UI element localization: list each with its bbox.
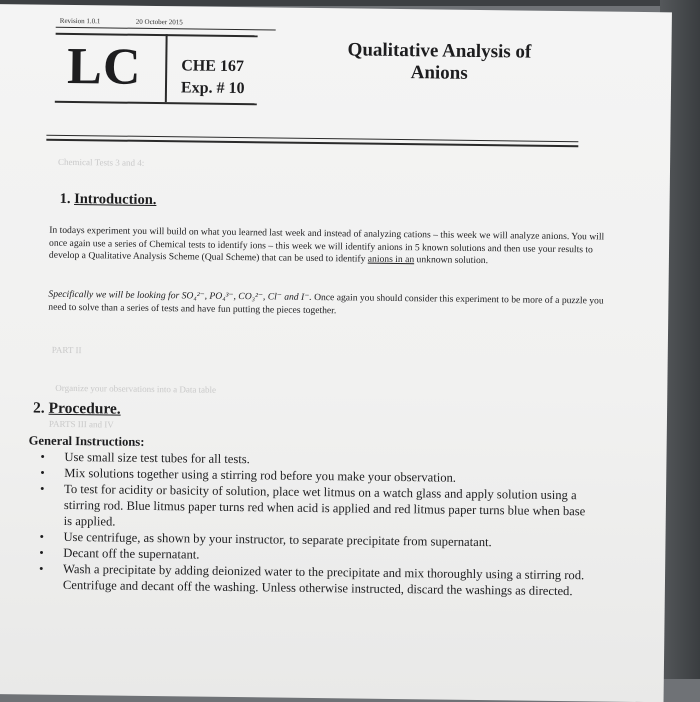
bullet: •: [40, 465, 45, 480]
section-2-number: 2.: [32, 399, 45, 417]
intro-paragraph-2: [48, 289, 608, 321]
intro-paragraph-1: [49, 225, 609, 269]
intro-paragraph-1-text: In todays experiment you will build on what you learned last week and instead of analyzing cations – this week we will analyze anions. You will once again use a series of Chemical tests to identify ions – this week we will identify anions in 5 known solutions and then use your results to develop a Qualitative Analysis Scheme (Qual Scheme) that can be used to identify: [48, 224, 605, 265]
intro-paragraph-2-rest: Once again you should consider this experiment to be more of a puzzle you need to solve than a series of tests and have fun putting the pieces together.: [48, 291, 604, 316]
section-1-title: Introduction.: [74, 191, 157, 209]
instruction-text: Use centrifuge, as shown by your instructor, to separate precipitate from supernatant.: [63, 529, 492, 550]
section-2-heading: [33, 400, 121, 419]
revision-date: 20 October 2015: [135, 17, 183, 27]
instruction-text: Wash a precipitate by adding deionized water to the precipitate and mix thoroughly using a stirring rod. Centrifuge and decant off the washing. Unless otherwise instructed, discard the washings as directed.: [62, 561, 585, 599]
instruction-text: Use small size test tubes for all tests.: [64, 449, 250, 467]
bullet: •: [39, 561, 44, 576]
bullet: •: [39, 545, 44, 560]
bullet: •: [39, 529, 45, 544]
document-title: [319, 39, 560, 86]
instruction-text: Decant off the supernatant.: [63, 545, 200, 562]
logo-box-divider: [165, 34, 168, 102]
course-code: CHE 167: [181, 57, 245, 76]
document-page: [0, 4, 672, 702]
header-top-rule: [56, 27, 276, 31]
section-1-number: 1.: [59, 190, 71, 207]
logo-box-bottom: [55, 101, 257, 105]
show-through-text-c: PARTS III and IV: [48, 418, 114, 430]
instruction-text: Mix solutions together using a stirring rod before you make your observation.: [64, 465, 457, 485]
logo-box-top: [56, 33, 258, 37]
intro-anions-underlined: anions in an: [367, 253, 415, 266]
intro-paragraph-1-end: unknown solution.: [414, 254, 489, 267]
show-through-text-a: Chemical Tests 3 and 4:: [58, 156, 145, 168]
instruction-item: [28, 481, 597, 536]
instruction-text: To test for acidity or basicity of solution, place wet litmus on a watch glass and apply solution using a stirring rod. Blue litmus paper turns red when acid is applied and red litmus paper turns blue when base is applied.: [63, 481, 586, 529]
show-through-text-d: Organize your observations into a Data table: [55, 382, 217, 395]
general-instructions-heading: General Instructions:: [28, 433, 145, 449]
bullet: •: [39, 481, 45, 496]
target-anions: Specifically we will be looking for SO₄²⁻, PO₄³⁻, CO₃²⁻, Cl⁻ and I⁻.: [48, 288, 312, 303]
show-through-text-b: PART II: [51, 344, 82, 356]
title-line-2: Anions: [410, 62, 468, 84]
title-line-1: Qualitative Analysis of: [347, 39, 532, 63]
experiment-number: Exp. # 10: [180, 79, 245, 98]
section-2-title: Procedure.: [48, 399, 121, 418]
instruction-item: [27, 560, 595, 599]
revision-label: Revision 1.0.1: [59, 16, 101, 26]
instructions-list: [27, 449, 597, 600]
section-1-heading: [60, 191, 157, 209]
lc-logo: LC: [66, 37, 142, 96]
bullet: •: [40, 449, 45, 464]
